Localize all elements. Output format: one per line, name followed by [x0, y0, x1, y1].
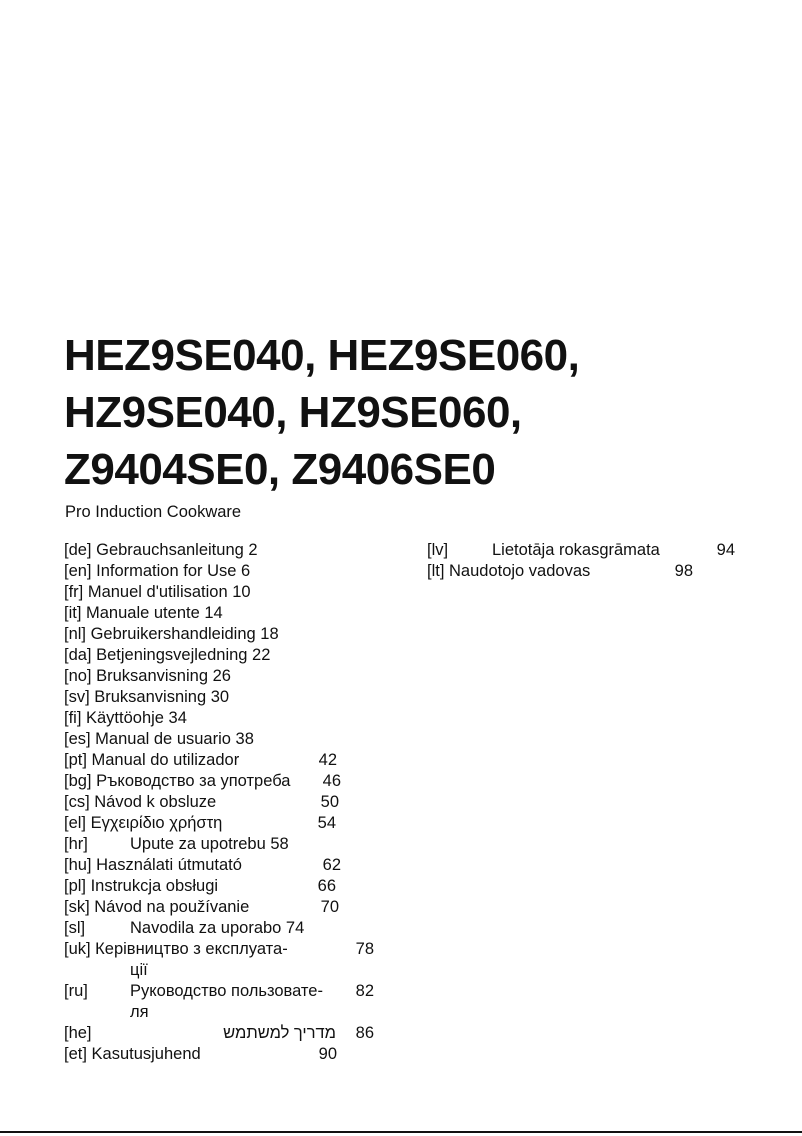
toc-page-number: 66: [317, 877, 336, 895]
toc-page-number: 54: [317, 814, 336, 832]
title-line: Z9404SE0, Z9406SE0: [64, 445, 496, 494]
title-line: HZ9SE040, HZ9SE060,: [64, 388, 522, 437]
toc-language-code: [hr]: [64, 835, 88, 853]
toc-label: ції: [130, 961, 148, 979]
toc-label: מדריך למשתמש: [223, 1024, 336, 1042]
toc-page-number: 94: [716, 541, 735, 559]
toc-label: Navodila za uporabo 74: [130, 919, 305, 937]
toc-language-code: [sl]: [64, 919, 86, 937]
toc-label: ля: [130, 1003, 149, 1021]
toc-language-code: [lv]: [427, 541, 449, 559]
toc-language-code: [he]: [64, 1024, 92, 1042]
page-bottom-rule: [0, 1131, 802, 1133]
toc-page-number: 42: [318, 751, 337, 769]
toc-page-number: 98: [674, 562, 693, 580]
toc-page-number: 82: [355, 982, 374, 1000]
toc-page-number: 78: [355, 940, 374, 958]
document-title: [64, 327, 579, 498]
toc-label: Upute za upotrebu 58: [130, 835, 289, 853]
toc-page-number: 86: [355, 1024, 374, 1042]
toc-label: Lietotāja rokasgrāmata: [492, 541, 660, 559]
toc-page-number: 70: [320, 898, 339, 916]
toc-page-number: 62: [322, 856, 341, 874]
toc-page-number: 90: [318, 1045, 337, 1063]
toc-page-number: 46: [322, 772, 341, 790]
toc-label: Руководство пользовате-: [130, 982, 323, 1000]
toc-language-code: [ru]: [64, 982, 88, 1000]
product-subtitle: Pro Induction Cookware: [65, 503, 242, 521]
toc-page-number: 50: [320, 793, 339, 811]
title-line: HEZ9SE040, HEZ9SE060,: [64, 331, 580, 380]
